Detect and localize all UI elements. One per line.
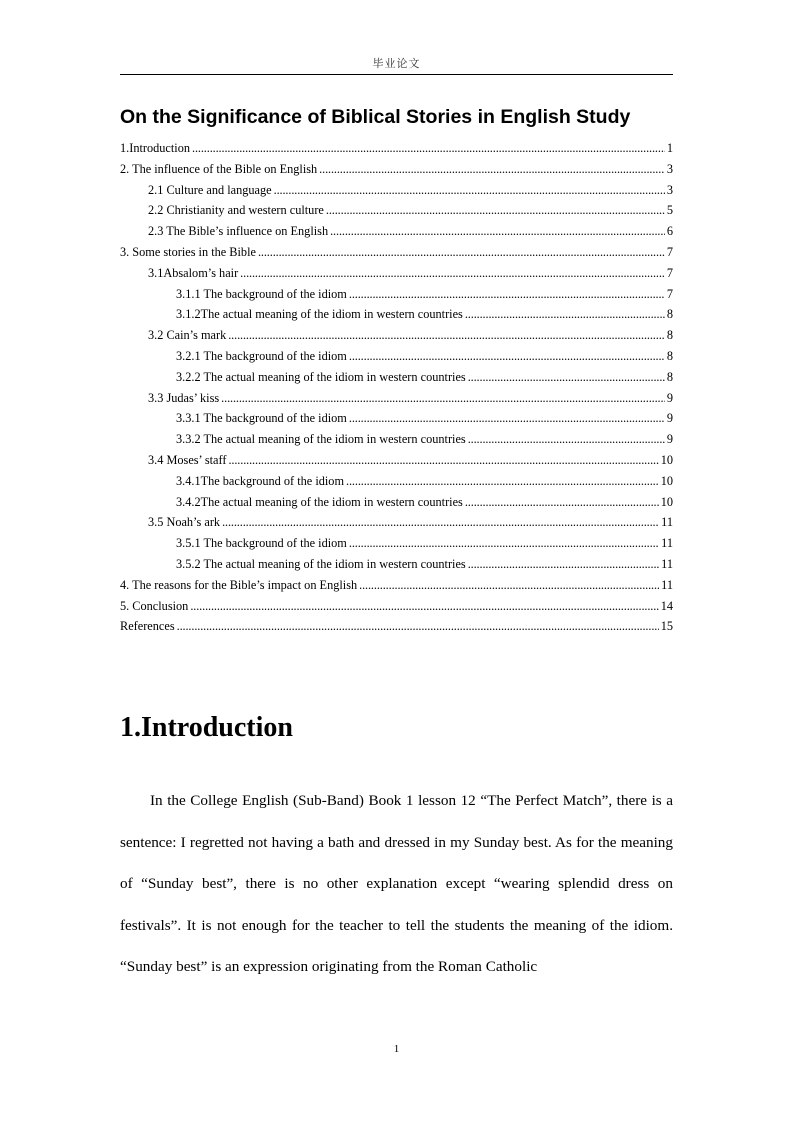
introduction-paragraph: In the College English (Sub-Band) Book 1 lesson 12 “The Perfect Match”, there is a sentence: I regretted not having a bath and dressed in my Sunday best. As for the meaning of “Sunday best”, there is no other explanation except “wearing splendid dress on festivals”. It is not enough for the teacher to tell the students the meaning of the idiom. “Sunday best” is an expression originating from the Roman Catholic [120,792,673,976]
toc-entry[interactable] [120,325,673,346]
toc-entry[interactable] [120,512,673,533]
toc-entry-label: 3.1Absalom’s hair [148,265,239,280]
toc-dot-leader [349,533,659,554]
toc-dot-leader [192,138,665,159]
toc-entry-page: 1 [666,141,673,155]
toc-dot-leader [228,325,665,346]
toc-entry[interactable] [120,138,673,159]
toc-dot-leader [346,471,659,492]
toc-entry-page: 5 [666,203,673,218]
section-heading-introduction: 1.Introduction [120,712,293,743]
document-title: On the Significance of Biblical Stories in English Study [120,106,631,128]
toc-dot-leader [349,408,665,429]
toc-entry[interactable] [120,492,673,513]
toc-entry-label: 2. The influence of the Bible on English [120,161,318,176]
toc-entry-page: 7 [666,286,673,301]
toc-dot-leader [468,554,659,575]
toc-entry-label: 3.2.2 The actual meaning of the idiom in western countries [176,369,466,384]
toc-dot-leader [221,388,665,409]
toc-entry[interactable] [120,200,673,221]
toc-entry-page: 10 [660,473,673,488]
toc-entry-page: 3 [666,182,673,197]
toc-dot-leader [319,159,665,180]
toc-entry[interactable] [120,159,673,180]
toc-entry-label: 3.2 Cain’s mark [148,328,227,343]
toc-entry[interactable] [120,367,673,388]
toc-entry-label: 3.3.2 The actual meaning of the idiom in western countries [176,432,466,447]
toc-entry[interactable] [120,408,673,429]
toc-entry[interactable] [120,471,673,492]
toc-entry[interactable] [120,533,673,554]
toc-entry-page: 3 [666,161,673,176]
toc-dot-leader [359,575,659,596]
toc-entry-page: 9 [666,390,673,405]
toc-entry-page: 11 [661,536,673,551]
toc-dot-leader [228,450,658,471]
toc-entry-label: 2.3 The Bible’s influence on English [148,224,329,239]
toc-entry-page: 14 [660,598,673,613]
toc-dot-leader [468,429,665,450]
page-number: 1 [393,1043,400,1055]
toc-entry-label: 3.5.2 The actual meaning of the idiom in western countries [176,556,466,571]
toc-entry-label: 3.5.1 The background of the idiom [176,536,347,551]
toc-entry-label: 3.1.1 The background of the idiom [176,286,347,301]
toc-entry-label: 2.2 Christianity and western culture [148,203,324,218]
toc-entry-page: 11 [661,556,673,571]
toc-dot-leader [274,180,665,201]
toc-entry[interactable] [120,180,673,201]
toc-entry-label: 5. Conclusion [120,598,189,613]
toc-entry[interactable] [120,450,673,471]
toc-entry-page: 11 [661,515,673,530]
toc-entry[interactable] [120,575,673,596]
toc-entry[interactable] [120,596,673,617]
toc-entry[interactable] [120,304,673,325]
toc-entry-page: 15 [660,619,673,634]
toc-entry-label: 3.3 Judas’ kiss [148,390,220,405]
toc-entry[interactable] [120,388,673,409]
toc-entry[interactable] [120,429,673,450]
toc-dot-leader [330,221,665,242]
toc-entry-label: 3.2.1 The background of the idiom [176,348,347,363]
toc-dot-leader [177,616,659,637]
toc-entry-page: 8 [666,348,673,363]
toc-entry[interactable] [120,616,673,637]
toc-entry-label: 3. Some stories in the Bible [120,244,256,259]
toc-entry[interactable] [120,221,673,242]
toc-entry-label: 3.3.1 The background of the idiom [176,411,347,426]
toc-entry-label: References [120,619,175,634]
toc-entry-label: 4. The reasons for the Bible’s impact on English [120,577,358,592]
toc-entry[interactable] [120,284,673,305]
toc-entry-label: 3.4.2The actual meaning of the idiom in western countries [176,494,463,509]
table-of-contents [120,138,673,637]
toc-entry-page: 10 [660,452,673,467]
toc-entry-page: 8 [666,307,673,322]
toc-entry-label: 3.1.2The actual meaning of the idiom in western countries [176,307,463,322]
toc-entry-page: 9 [666,432,673,447]
toc-entry-page: 6 [666,224,673,239]
header-divider [120,74,673,75]
toc-entry[interactable] [120,346,673,367]
toc-entry-label: 3.4 Moses’ staff [148,452,227,467]
toc-dot-leader [190,596,658,617]
toc-entry-page: 8 [666,369,673,384]
toc-dot-leader [326,200,665,221]
toc-entry-page: 7 [666,244,673,259]
toc-entry[interactable] [120,242,673,263]
toc-entry-page: 10 [660,494,673,509]
toc-entry-label: 2.1 Culture and language [148,182,272,197]
toc-entry-label: 1.Introduction [120,141,191,155]
toc-dot-leader [468,367,665,388]
toc-dot-leader [258,242,665,263]
toc-entry[interactable] [120,263,673,284]
toc-entry-label: 3.5 Noah’s ark [148,515,221,530]
toc-entry-page: 9 [666,411,673,426]
running-header: 毕业论文 [372,57,421,70]
toc-entry[interactable] [120,554,673,575]
toc-dot-leader [240,263,665,284]
toc-dot-leader [222,512,659,533]
toc-entry-page: 8 [666,328,673,343]
toc-dot-leader [349,284,665,305]
toc-dot-leader [465,492,659,513]
toc-entry-label: 3.4.1The background of the idiom [176,473,345,488]
toc-dot-leader [349,346,665,367]
toc-dot-leader [465,304,665,325]
toc-entry-page: 11 [661,577,673,592]
toc-entry-page: 7 [666,265,673,280]
